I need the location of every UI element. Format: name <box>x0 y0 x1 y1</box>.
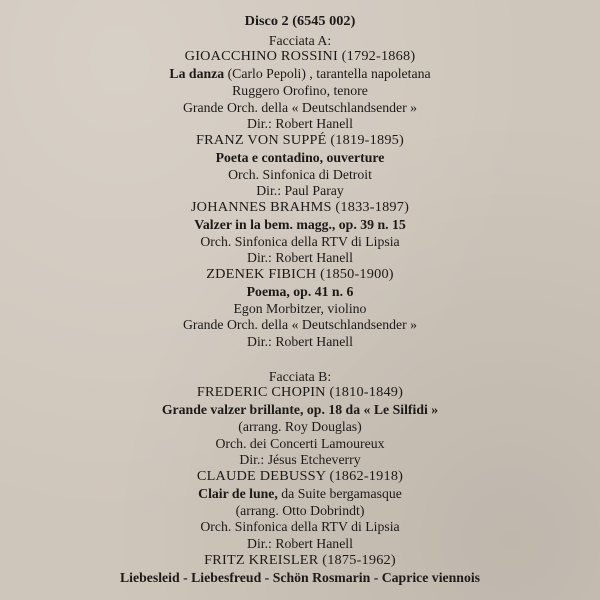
work-brahms: Valzer in la bem. magg., op. 39 n. 15 <box>194 217 406 232</box>
credit-line: Orch. Sinfonica della RTV di Lipsia <box>200 519 400 534</box>
work-rossini <box>0 66 600 82</box>
work-suppe: Poeta e contadino, ouverture <box>215 150 385 165</box>
credit-line: Dir.: Robert Hanell <box>247 116 353 131</box>
work-title: La danza <box>169 66 225 81</box>
work-detail: da Suite bergamasque <box>281 486 402 501</box>
disc-title: Disco 2 (6545 002) <box>244 14 356 29</box>
composer-brahms: JOHANNES BRAHMS (1833-1897) <box>190 200 410 215</box>
credit-line: Grande Orch. della « Deutschlandsender » <box>182 317 417 332</box>
work-kreisler: Liebesleid - Liebesfreud - Schön Rosmarin - Caprice viennois <box>119 570 481 585</box>
work-fibich: Poema, op. 41 n. 6 <box>246 284 354 299</box>
side-b-label: Facciata B: <box>268 369 332 384</box>
composer-kreisler: FRITZ KREISLER (1875-1962) <box>204 553 396 568</box>
work-detail: (Carlo Pepoli) , tarantella napoletana <box>227 66 431 81</box>
credit-line: Grande Orch. della « Deutschlandsender » <box>182 100 417 115</box>
credit-line: Orch. dei Concerti Lamoureux <box>215 436 385 451</box>
composer-fibich: ZDENEK FIBICH (1850-1900) <box>206 267 394 282</box>
credit-line: Dir.: Paul Paray <box>256 183 344 198</box>
credit-line: (arrang. Roy Douglas) <box>238 419 362 434</box>
work-debussy <box>0 486 600 502</box>
composer-debussy: CLAUDE DEBUSSY (1862-1918) <box>196 469 404 484</box>
credit-line: Dir.: Robert Hanell <box>247 334 353 349</box>
credit-line: Dir.: Robert Hanell <box>247 536 353 551</box>
credit-line: (arrang. Otto Dobrindt) <box>235 503 365 518</box>
side-a-label: Facciata A: <box>268 33 332 48</box>
work-chopin: Grande valzer brillante, op. 18 da « Le Silfidi » <box>161 402 439 417</box>
credit-line: Orch. Sinfonica di Detroit <box>228 167 372 182</box>
work-title: Clair de lune, <box>198 486 278 501</box>
credit-line: Orch. Sinfonica della RTV di Lipsia <box>200 234 400 249</box>
credit-line: Ruggero Orofino, tenore <box>232 83 368 98</box>
composer-suppe: FRANZ VON SUPPÉ (1819-1895) <box>196 133 404 148</box>
composer-chopin: FREDERIC CHOPIN (1810-1849) <box>196 385 404 400</box>
credit-line: Dir.: Robert Hanell <box>247 250 353 265</box>
credit-line: Dir.: Jésus Etcheverry <box>239 452 361 467</box>
credit-line: Egon Morbitzer, violino <box>233 301 367 316</box>
composer-rossini: GIOACCHINO ROSSINI (1792-1868) <box>184 49 416 64</box>
